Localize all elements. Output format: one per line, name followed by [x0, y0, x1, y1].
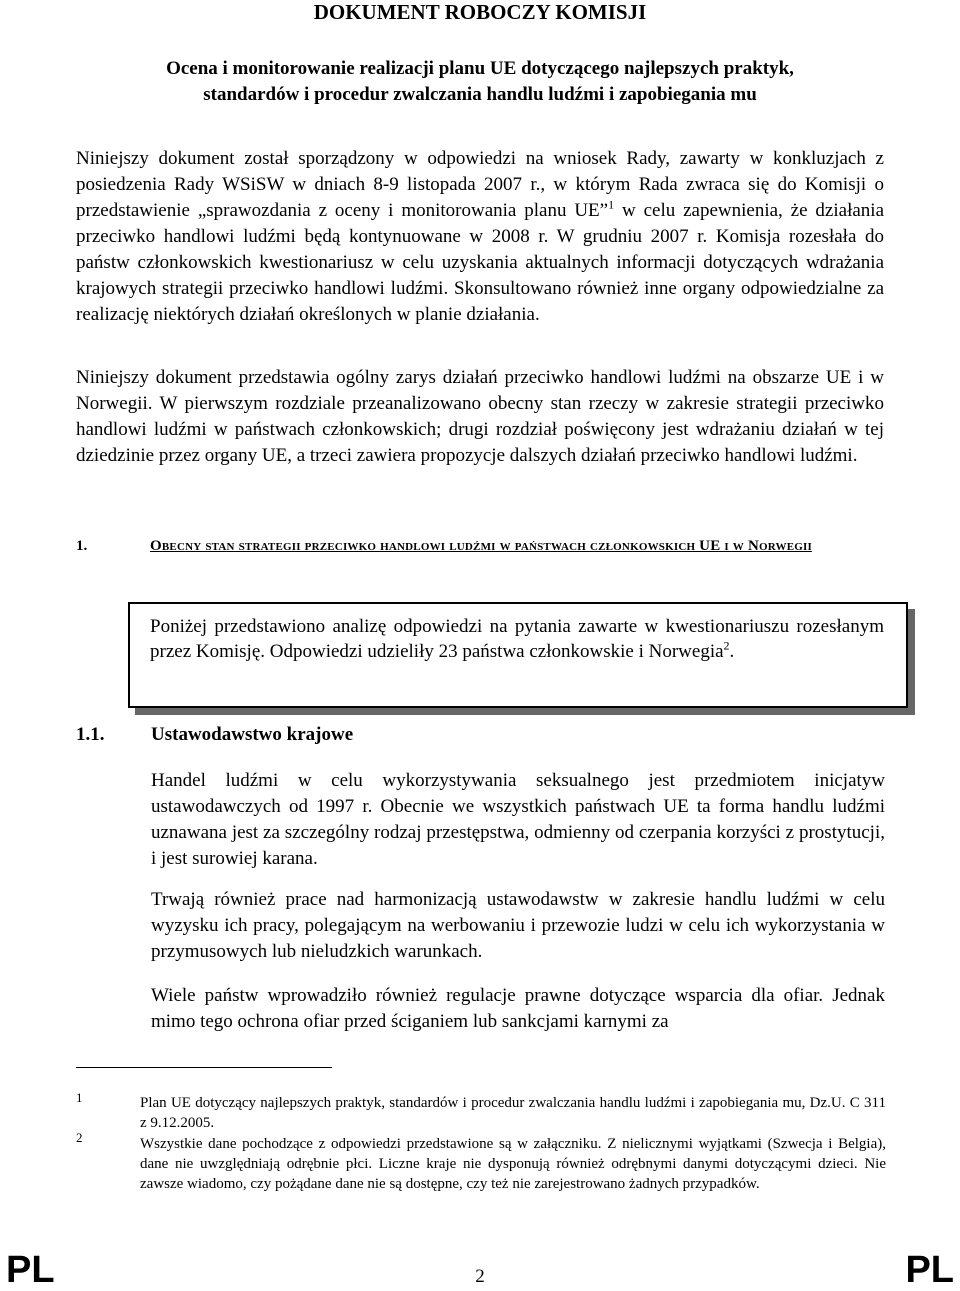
subsection-title: Ustawodawstwo krajowe — [151, 724, 354, 745]
page-number: 2 — [475, 1266, 485, 1287]
body-paragraph-5: Wiele państw wprowadziło również regulacje prawne dotyczące wsparcia dla ofiar. Jednak mimo tego ochrona ofiar przed ściganiem lub sankcjami karnymi za — [151, 985, 885, 1032]
footnote-ref-2[interactable]: 2 — [723, 638, 730, 653]
summary-box — [128, 602, 908, 708]
summary-box-text — [150, 614, 884, 664]
footer-language-left: PL — [6, 1249, 55, 1291]
subtitle-line-2: standardów i procedur zwalczania handlu ludźmi i zapobiegania mu — [203, 84, 757, 105]
document-subtitle — [110, 56, 850, 108]
intro-paragraph-1-text: Niniejszy dokument został sporządzony w odpowiedzi na wniosek Rady, zawarty w konkluzjach z posiedzenia Rady WSiSW w dniach 8-9 listopada 2007 r., w którym Rada zwraca się do Komisji o przedstawienie „sprawozdania z oceny i monitorowania planu UE” — [76, 148, 884, 221]
section-title: Obecny stan strategii przeciwko handlowi ludźmi w państwach członkowskich UE i w Norwegii — [150, 538, 812, 554]
intro-paragraph-2: Niniejszy dokument przedstawia ogólny zarys działań przeciwko handlowi ludźmi na obszarze UE i w Norwegii. W pierwszym rozdziale przeanalizowano obecny stan rzeczy w zakresie strategii przeciwko handlowi ludźmi w państwach członkowskich; drugi rozdział poświęcony jest wdrażaniu działań w tej dziedzinie przez organy UE, a trzeci zawiera propozycje dalszych działań przeciwko handlowi ludźmi. — [76, 367, 884, 466]
subsection-number: 1.1. — [76, 724, 105, 745]
body-paragraph-4: Trwają również prace nad harmonizacją ustawodawstw w zakresie handlu ludźmi w celu wyzysku ich pracy, polegającym na werbowaniu i przewozie ludzi w celu ich wykorzystania w przymusowych lub nieludzkich warunkach. — [151, 889, 885, 962]
summary-box-end: . — [729, 641, 735, 662]
subtitle-line-1: Ocena i monitorowanie realizacji planu UE dotyczącego najlepszych praktyk, — [166, 58, 794, 79]
footnote-separator — [76, 1067, 332, 1068]
footnote-2-text: Wszystkie dane pochodzące z odpowiedzi przedstawione są w załączniku. Z nielicznymi wyjątkami (Szwecja i Belgia), dane nie uwzględniają odrębnie płci. Liczne kraje nie dysponują również odrębnymi danymi dotyczącymi dzieci. Nie zawsze wiadomo, czy pożądane dane nie są dostępne, czy też nie zarejestrowano żadnych przypadków. — [140, 1136, 886, 1192]
section-number: 1. — [76, 538, 88, 554]
footnote-1-text: Plan UE dotyczący najlepszych praktyk, standardów i procedur zwalczania handlu ludźmi i zapobiegania mu, Dz.U. C 311 z 9.12.2005. — [140, 1095, 886, 1131]
document-title: DOKUMENT ROBOCZY KOMISJI — [313, 0, 647, 24]
footnote-1-number: 1 — [76, 1090, 83, 1105]
body-paragraph-3: Handel ludźmi w celu wykorzystywania seksualnego jest przedmiotem inicjatyw ustawodawczych od 1997 r. Obecnie we wszystkich państwach UE ta forma handlu ludźmi uznawana jest za szczególny rodzaj przestępstwa, odmienny od czerpania korzyści z prostytucji, i jest surowiej karana. — [151, 770, 885, 869]
footnote-ref-1[interactable]: 1 — [608, 197, 615, 212]
intro-paragraph-1 — [76, 146, 884, 328]
intro-paragraph-1-continuation: w celu zapewnienia, że działania przeciwko handlowi ludźmi będą kontynuowane w 2008 r. W grudniu 2007 r. Komisja rozesłała do państw członkowskich kwestionariusz w celu uzyskania aktualnych informacji dotyczących wdrażania krajowych strategii przeciwko handlowi ludźmi. Skonsultowano również inne organy odpowiedzialne za realizację niektórych działań określonych w planie działania. — [76, 200, 884, 325]
summary-box-body: Poniżej przedstawiono analizę odpowiedzi na pytania zawarte w kwestionariuszu rozesłanym przez Komisję. Odpowiedzi udzieliły 23 państwa członkowskie i Norwegia — [150, 616, 884, 662]
footer-language-right: PL — [905, 1249, 954, 1291]
footnote-2-number: 2 — [76, 1130, 83, 1145]
